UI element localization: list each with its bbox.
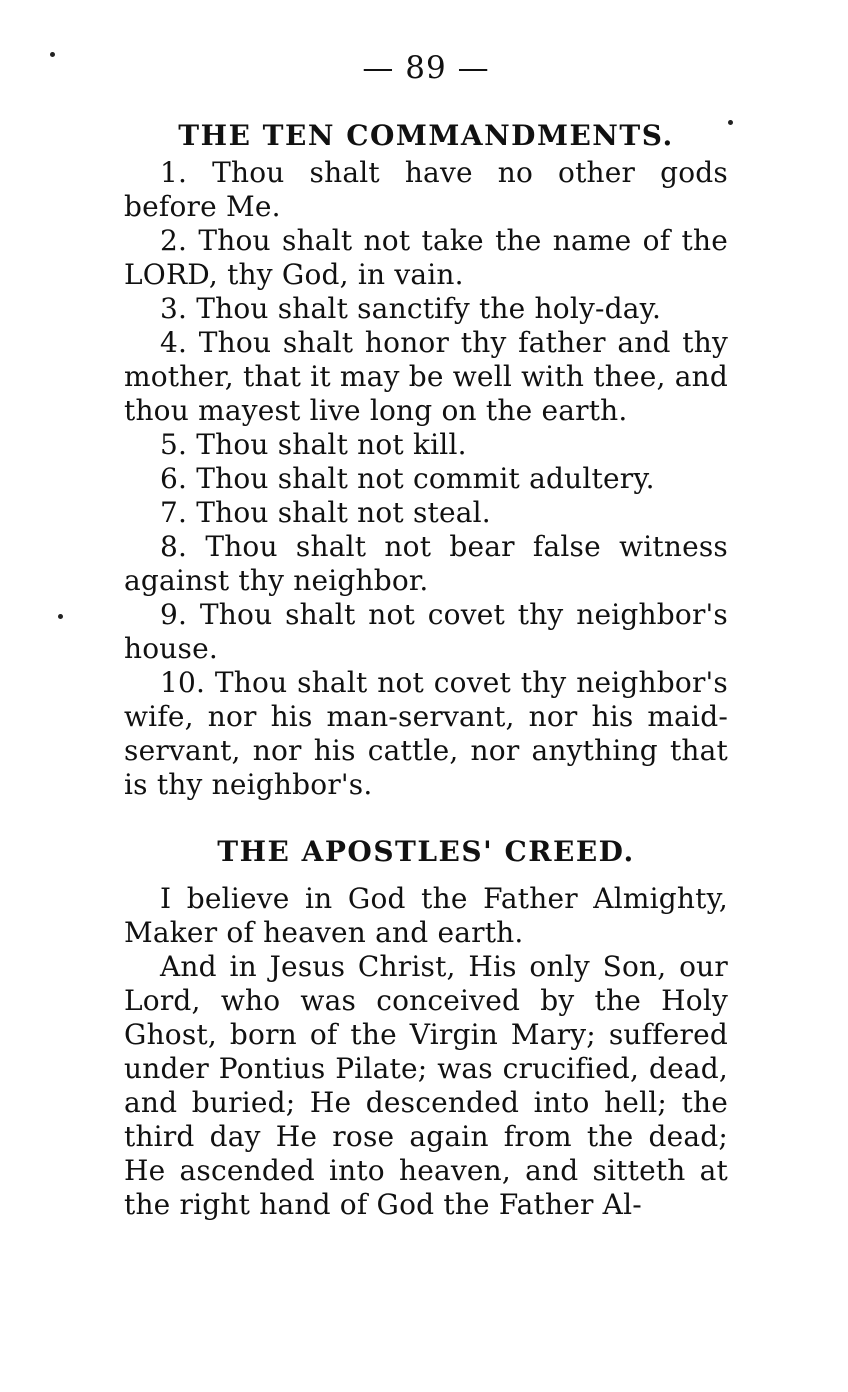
commandment-10: 10. Thou shalt not covet thy neighbor's wife, nor his man-servant, nor his maid-servant, nor his cattle, nor anything that is thy neighbor's.: [124, 666, 728, 801]
section-title-apostles-creed: THE APOSTLES' CREED.: [217, 835, 635, 868]
creed-paragraph-2: And in Jesus Christ, His only Son, our Lord, who was conceived by the Holy Ghost, born of the Virgin Mary; suffered under Pontius Pilate; was crucified, dead, and buried; He descended into hell; the third day He rose again from the dead; He ascended into heaven, and sitteth at the right hand of God the Father Al-: [124, 950, 728, 1221]
book-page: [124, 42, 728, 1222]
commandment-8: 8. Thou shalt not bear false witness against thy neighbor.: [124, 530, 728, 597]
commandment-5: 5. Thou shalt not kill.: [160, 428, 467, 461]
ten-commandments-section: [124, 116, 728, 802]
print-speck: [728, 120, 733, 125]
apostles-creed-section: [124, 832, 728, 1222]
commandment-4: 4. Thou shalt honor thy father and thy mother, that it may be well with thee, and thou mayest live long on the earth.: [124, 326, 728, 427]
section-title-ten-commandments: THE TEN COMMANDMENTS.: [178, 119, 674, 152]
commandment-2: 2. Thou shalt not take the name of the LORD, thy God, in vain.: [124, 224, 728, 291]
commandment-3: 3. Thou shalt sanctify the holy-day.: [160, 292, 662, 325]
creed-paragraph-1: I believe in God the Father Almighty, Maker of heaven and earth.: [124, 882, 728, 949]
commandment-9: 9. Thou shalt not covet thy neighbor's house.: [124, 598, 728, 665]
commandment-7: 7. Thou shalt not steal.: [160, 496, 491, 529]
page-number: — 89 —: [362, 50, 490, 86]
commandment-1: 1. Thou shalt have no other gods before Me.: [124, 156, 728, 223]
commandment-6: 6. Thou shalt not commit adultery.: [160, 462, 655, 495]
print-speck: [50, 52, 55, 57]
print-speck: [58, 614, 63, 619]
